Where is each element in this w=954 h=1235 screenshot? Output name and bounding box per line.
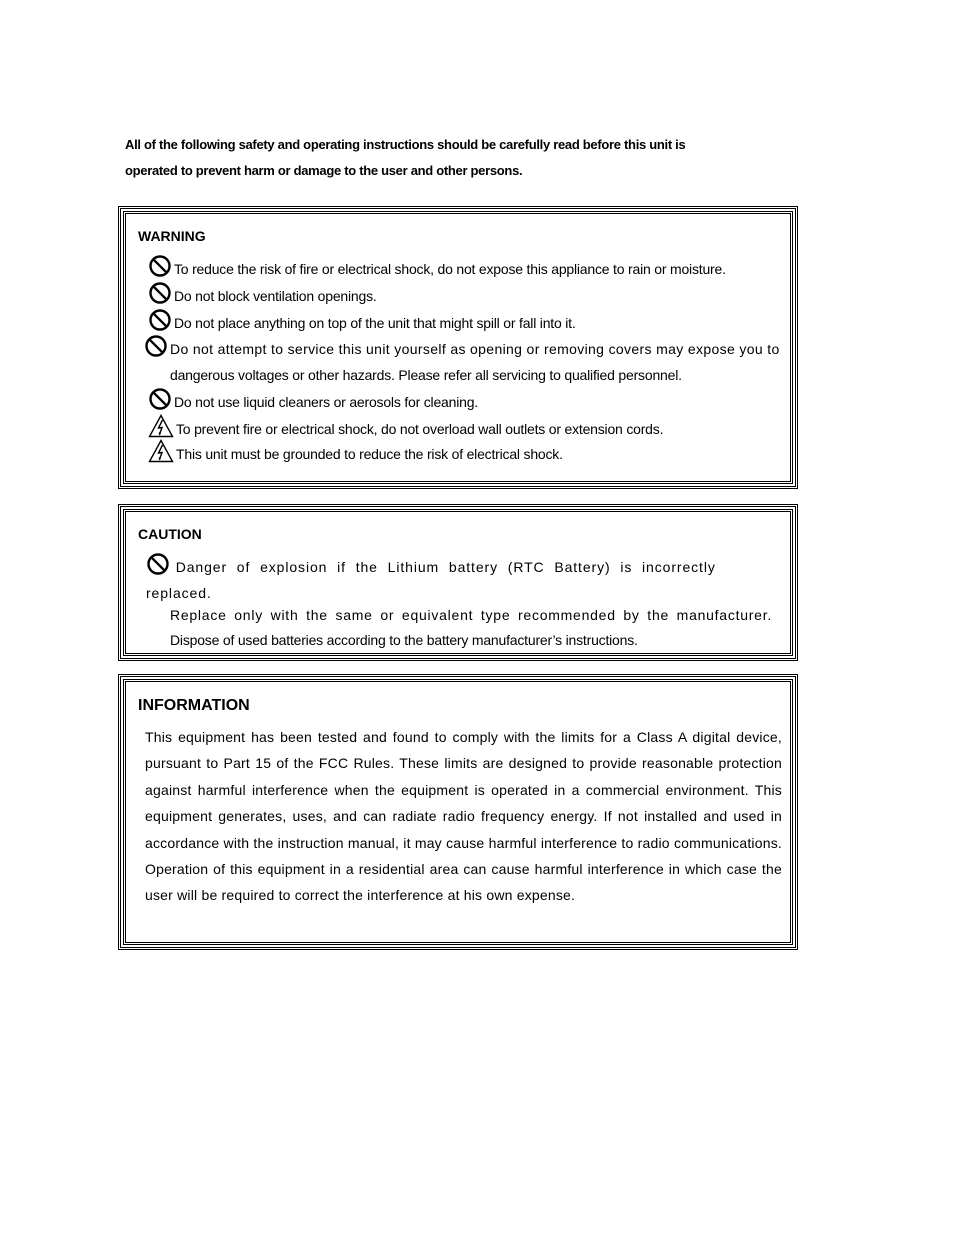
warning-item-text: To prevent fire or electrical shock, do not overload wall outlets or extension cords.	[176, 421, 664, 437]
intro-line-2: operated to prevent harm or damage to the user and other persons.	[125, 163, 523, 178]
prohibition-icon	[144, 334, 168, 364]
caution-title: CAUTION	[138, 526, 202, 542]
warning-title: WARNING	[138, 228, 206, 244]
prohibition-icon	[148, 281, 172, 311]
warning-item-cleaners	[148, 387, 782, 417]
warning-item-ventilation	[148, 281, 782, 311]
information-paragraph: This equipment has been tested and found to comply with the limits for a Class A digital device, pursuant to Part 15 of the FCC Rules. These limits are designed to provide reasonable protection against harmful interference when the equipment is operated in a commercial environment. This equipment generates, uses, and can radiate radio frequency energy. If not installed and used in accordance with the instruction manual, it may cause harmful interference to radio communications. Operation of this equipment in a residential area can cause harmful interference in which case the user will be required to correct the interference at his own expense.	[145, 729, 782, 904]
prohibition-icon	[146, 552, 170, 582]
caution-line-2: Replace only with the same or equivalent type recommended by the manufacturer.	[170, 607, 773, 623]
caution-box-inner	[123, 509, 793, 656]
warning-item-text: Do not place anything on top of the unit that might spill or fall into it.	[174, 315, 576, 331]
warning-item-grounded	[148, 439, 782, 469]
prohibition-icon	[148, 254, 172, 284]
warning-item-rain	[148, 254, 782, 284]
warning-item-text: Do not block ventilation openings.	[174, 288, 377, 304]
information-box	[118, 674, 798, 950]
intro-line-1: All of the following safety and operating instructions should be carefully read before this unit is	[125, 137, 686, 152]
information-title: INFORMATION	[138, 697, 250, 714]
information-text	[145, 724, 782, 909]
warning-box	[118, 206, 798, 489]
warning-item-service	[144, 334, 782, 386]
warning-item-text: This unit must be grounded to reduce the risk of electrical shock.	[176, 446, 563, 462]
warning-box-inner	[123, 211, 793, 484]
prohibition-icon	[148, 387, 172, 417]
warning-item-text: Do not use liquid cleaners or aerosols for cleaning.	[174, 394, 478, 410]
information-box-inner	[123, 679, 793, 945]
warning-item-text: To reduce the risk of fire or electrical shock, do not expose this appliance to rain or moisture.	[174, 261, 726, 277]
caution-line-3: Dispose of used batteries according to the battery manufacturer’s instructions.	[170, 632, 638, 648]
warning-item-text: Do not attempt to service this unit yourself as opening or removing covers may expose you to	[170, 341, 780, 357]
intro-paragraph	[125, 132, 805, 184]
caution-box	[118, 504, 798, 661]
electric-shock-warning-icon	[148, 439, 174, 469]
warning-item-text-continued: dangerous voltages or other hazards. Please refer all servicing to qualified personnel.	[170, 367, 682, 383]
caution-line-1: Danger of explosion if the Lithium battery (RTC Battery) is incorrectly replaced.	[146, 559, 716, 601]
caution-item-battery	[146, 552, 782, 651]
